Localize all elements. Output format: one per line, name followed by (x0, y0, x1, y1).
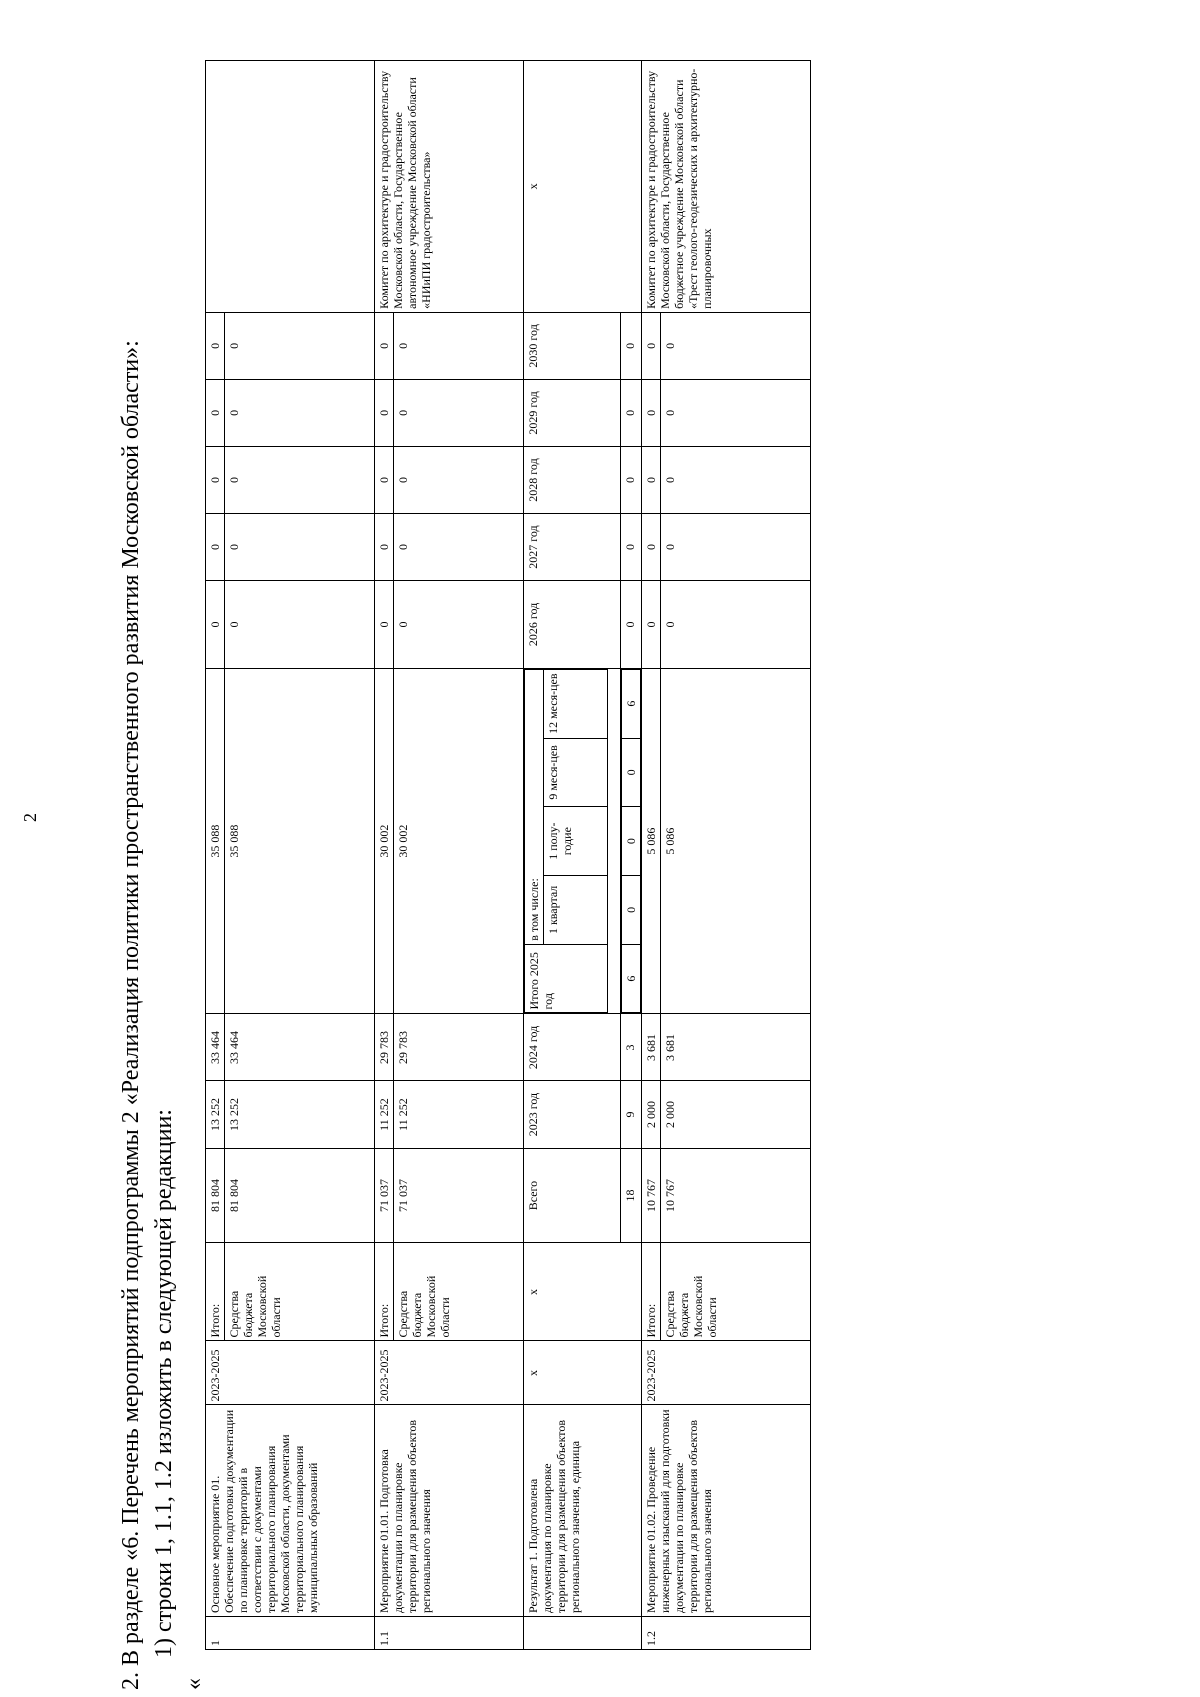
value-cell: 0 (642, 514, 661, 581)
result-responsible-x: х (524, 61, 642, 313)
value-cell: 81 804 (206, 1148, 225, 1243)
result-period-x: х (524, 1341, 642, 1405)
result-source-x: х (524, 1243, 642, 1341)
table-row-1-2-total (642, 61, 661, 1650)
value-cell: 2 000 (642, 1081, 661, 1148)
value-cell: 0 (375, 379, 394, 446)
header-2025-subtable (524, 669, 608, 1014)
value-cell: 0 (642, 379, 661, 446)
header-itogo-2025: Итого 2025 год (525, 944, 608, 1013)
value-cell: 0 (661, 312, 811, 379)
value-cell: 0 (225, 379, 375, 446)
open-quote: « (181, 1678, 207, 1690)
value-cell: 0 (622, 807, 641, 876)
value-cell: 0 (621, 379, 642, 446)
value-cell: 0 (642, 312, 661, 379)
value-cell: 0 (621, 514, 642, 581)
period-cell: 2023-2025 (206, 1341, 375, 1405)
header-m9: 9 меся-цев (544, 738, 608, 807)
value-cell: 18 (621, 1148, 642, 1243)
period-cell: 2023-2025 (375, 1341, 524, 1405)
value-cell: 29 783 (394, 1014, 524, 1081)
value-cell: 33 464 (206, 1014, 225, 1081)
document-heading (115, 60, 181, 1690)
value-cell: 0 (642, 581, 661, 669)
row-number: 1 (206, 1616, 375, 1649)
header-q1: 1 квартал (544, 876, 608, 945)
header-2027: 2027 год (524, 514, 621, 581)
value-cell: 3 681 (642, 1014, 661, 1081)
header-total: Всего (524, 1148, 621, 1243)
value-cell: 0 (225, 514, 375, 581)
value-cell: 0 (621, 581, 642, 669)
value-cell: 0 (375, 446, 394, 513)
value-cell: 81 804 (225, 1148, 375, 1243)
value-cell: 0 (394, 379, 524, 446)
value-cell: 3 681 (661, 1014, 811, 1081)
value-2025-subtable (621, 669, 641, 1014)
table-row-1-total (206, 61, 225, 1650)
period-cell: 2023-2025 (642, 1341, 811, 1405)
value-cell: 9 (621, 1081, 642, 1148)
value-cell: 0 (394, 312, 524, 379)
page-number: 2 (20, 813, 40, 822)
value-cell: 6 (622, 944, 641, 1013)
heading-line-2: 1) строки 1, 1.1, 1.2 изложить в следующей редакции: (151, 1109, 177, 1658)
header-including: в том числе: (525, 669, 544, 944)
header-m12: 12 меся-цев (544, 669, 608, 738)
value-cell: 0 (661, 446, 811, 513)
value-cell: 0 (225, 581, 375, 669)
value-cell: 0 (225, 446, 375, 513)
responsible-cell (206, 61, 375, 313)
responsible-cell: Комитет по архитектуре и градостроительству Московской области, Государственное автономное учреждение Московской области «НИиПИ градостроительства» (375, 61, 524, 313)
value-cell: 0 (375, 581, 394, 669)
value-cell: 13 252 (225, 1081, 375, 1148)
table-row-1-1-total (375, 61, 394, 1650)
value-cell: 0 (621, 312, 642, 379)
value-cell: 0 (661, 514, 811, 581)
activity-name: Мероприятие 01.02. Проведение инженерных изысканий для подготовки документации по планировке территории для размещения объектов регионального значения (642, 1405, 811, 1617)
heading-line-1: 2. В разделе «6. Перечень мероприятий подпрограммы 2 «Реализация политики пространственного развития Московской области»: (118, 340, 144, 1690)
funding-label: Итого: (375, 1243, 394, 1341)
value-cell: 3 (621, 1014, 642, 1081)
value-cell: 30 002 (375, 668, 394, 1014)
value-cell: 35 088 (206, 668, 225, 1014)
funding-label: Итого: (642, 1243, 661, 1341)
value-cell: 71 037 (375, 1148, 394, 1243)
responsible-cell: Комитет по архитектуре и градостроительству Московской области, Государственное бюджетное учреждение Московской области «Трест геолого-геодезических и архитектурно-планировочных (642, 61, 811, 313)
value-cell: 0 (642, 446, 661, 513)
value-2025-group (621, 668, 642, 1014)
value-cell: 0 (661, 581, 811, 669)
funding-source: Средства бюджета Московской области (225, 1243, 375, 1341)
value-cell: 29 783 (375, 1014, 394, 1081)
value-cell: 0 (206, 446, 225, 513)
value-cell: 11 252 (394, 1081, 524, 1148)
header-2026: 2026 год (524, 581, 621, 669)
value-cell: 35 088 (225, 668, 375, 1014)
value-cell: 71 037 (394, 1148, 524, 1243)
value-cell: 2 000 (661, 1081, 811, 1148)
value-cell: 0 (621, 446, 642, 513)
value-cell: 10 767 (661, 1148, 811, 1243)
value-cell: 11 252 (375, 1081, 394, 1148)
table-row-result-header (524, 61, 621, 1650)
value-cell: 0 (622, 738, 641, 807)
value-cell: 13 252 (206, 1081, 225, 1148)
activity-name: Мероприятие 01.01. Подготовка документации по планировке территории для размещения объектов регионального значения (375, 1405, 524, 1617)
value-cell: 0 (206, 312, 225, 379)
activity-name: Основное мероприятие 01. Обеспечение подготовки документации по планировке территорий в соответствии с документами территориального планирования Московской области, документами территориального планирования муниципальных образований (206, 1405, 375, 1617)
header-2023: 2023 год (524, 1081, 621, 1148)
header-2025-group (524, 668, 621, 1014)
header-h1: 1 полу-годие (544, 807, 608, 876)
value-cell: 5 086 (661, 668, 811, 1014)
header-2028: 2028 год (524, 446, 621, 513)
value-cell: 0 (375, 312, 394, 379)
value-cell: 5 086 (642, 668, 661, 1014)
value-cell: 30 002 (394, 668, 524, 1014)
value-cell: 0 (206, 379, 225, 446)
header-2030: 2030 год (524, 312, 621, 379)
header-2024: 2024 год (524, 1014, 621, 1081)
header-2029: 2029 год (524, 379, 621, 446)
funding-label: Итого: (206, 1243, 225, 1341)
value-cell: 0 (394, 581, 524, 669)
value-cell: 10 767 (642, 1148, 661, 1243)
value-cell: 0 (661, 379, 811, 446)
value-cell: 0 (225, 312, 375, 379)
value-cell: 33 464 (225, 1014, 375, 1081)
row-number: 1.2 (642, 1616, 811, 1649)
value-cell: 0 (375, 514, 394, 581)
value-cell: 6 (622, 669, 641, 738)
activities-table (205, 60, 811, 1650)
value-cell: 0 (206, 581, 225, 669)
rotated-content (115, 60, 1185, 1690)
funding-source: Средства бюджета Московской области (661, 1243, 811, 1341)
result-name: Результат 1. Подготовлена документация по планировке территории для размещения объектов регионального значения, единица (524, 1405, 642, 1617)
funding-source: Средства бюджета Московской области (394, 1243, 524, 1341)
row-number: 1.1 (375, 1616, 524, 1649)
value-cell: 0 (622, 876, 641, 945)
value-cell: 0 (394, 514, 524, 581)
value-cell: 0 (394, 446, 524, 513)
row-number-empty (524, 1616, 642, 1649)
value-cell: 0 (206, 514, 225, 581)
